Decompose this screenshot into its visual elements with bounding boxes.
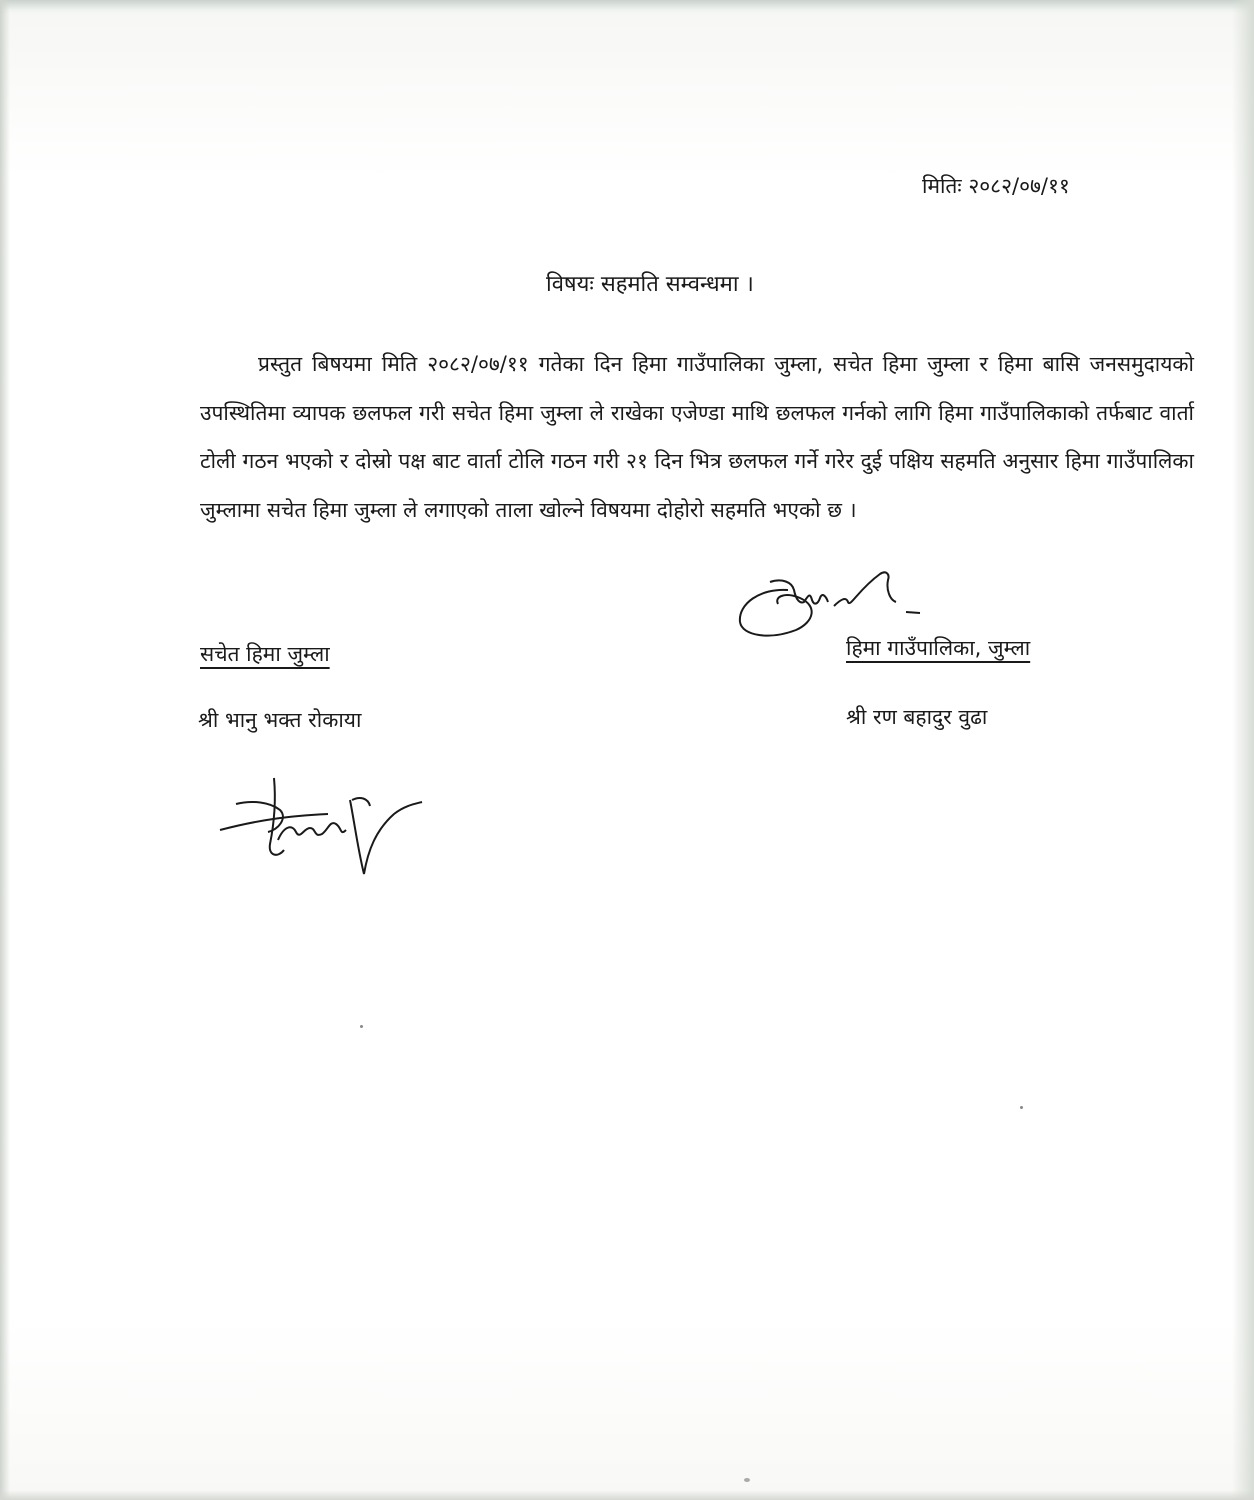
scan-edge-bottom — [0, 1490, 1254, 1500]
left-signatory-organization: सचेत हिमा जुम्ला — [200, 642, 330, 666]
scan-speck — [360, 1025, 363, 1028]
left-signatory-name: श्री भानु भक्त रोकाया — [198, 708, 362, 732]
scan-edge-left — [0, 0, 10, 1500]
signature-left — [218, 770, 428, 880]
letter-body: प्रस्तुत बिषयमा मिति २०८२/०७/११ गतेका दिन हिमा गाउँपालिका जुम्ला, सचेत हिमा जुम्ला र हिमा बासि जनसमुदायको उपस्थितिमा व्यापक छलफल गरी सचेत हिमा जुम्ला ले राखेका एजेण्डा माथि छलफल गर्नको लागि हिमा गाउँपालिकाको तर्फबाट वार्ता टोली गठन भएको र दोस्रो पक्ष बाट वार्ता टोलि गठन गरी २१ दिन भित्र छलफल गर्ने गरेर दुई पक्षिय सहमति अनुसार हिमा गाउँपालिका जुम्लामा सचेत हिमा जुम्ला ले लगाएको ताला खोल्ने विषयमा दोहोरो सहमति भएको छ । — [200, 352, 1194, 522]
right-signatory-organization: हिमा गाउँपालिका, जुम्ला — [846, 636, 1031, 660]
letter-subject: विषयः सहमति सम्वन्धमा । — [546, 272, 754, 297]
scan-speck — [1020, 1106, 1023, 1109]
right-signatory-name: श्री रण बहादुर वुढा — [846, 705, 988, 729]
scan-edge-right — [1232, 0, 1254, 1500]
letter-date: मितिः २०८२/०७/११ — [922, 174, 1070, 198]
scan-edge-top — [0, 0, 1254, 14]
scan-speck — [744, 1478, 750, 1482]
